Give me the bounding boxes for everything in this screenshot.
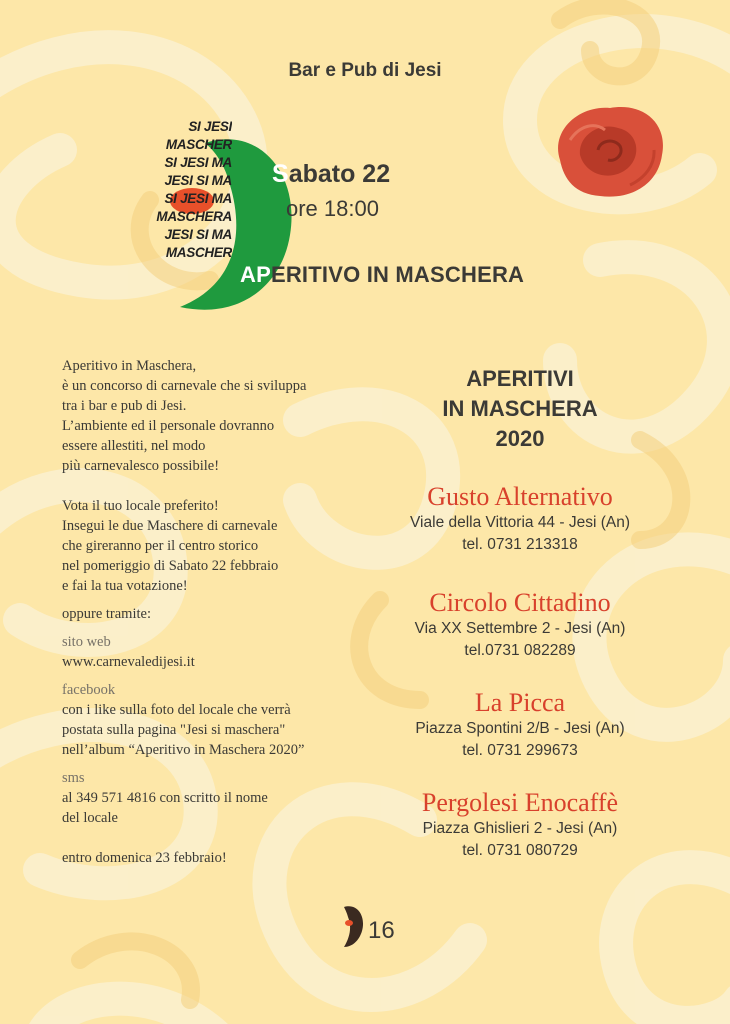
mask-icon bbox=[340, 903, 364, 949]
venue-name: La Picca bbox=[474, 688, 566, 717]
venue-la-picca bbox=[372, 688, 668, 762]
mask-logo-text: SI JESI MASCHER SI JESI MA JESI SI MA SI JESI MA MASCHERA JESI SI MA MASCHER bbox=[156, 119, 232, 260]
venue-gusto-alternativo bbox=[372, 482, 668, 556]
event-time: ore 18:00 bbox=[286, 196, 379, 221]
rose-illustration bbox=[550, 100, 668, 202]
venue-address: Piazza Ghislieri 2 - Jesi (An) bbox=[422, 820, 618, 837]
web-label: sito web bbox=[62, 634, 111, 650]
venue-phone: tel. 0731 080729 bbox=[462, 842, 578, 859]
header-title: Bar e Pub di Jesi bbox=[288, 60, 442, 81]
venue-phone: tel. 0731 299673 bbox=[462, 742, 578, 759]
venue-phone: tel. 0731 213318 bbox=[462, 536, 578, 553]
page-number: 16 bbox=[340, 903, 410, 949]
event-date: Sabato 22 bbox=[272, 160, 391, 188]
venue-circolo-cittadino bbox=[372, 588, 668, 662]
sms-label: sms bbox=[62, 770, 85, 786]
facebook-label: facebook bbox=[62, 682, 116, 698]
venue-address: Via XX Settembre 2 - Jesi (An) bbox=[414, 620, 626, 637]
venue-phone: tel.0731 082289 bbox=[464, 642, 576, 659]
venue-name: Gusto Alternativo bbox=[427, 482, 613, 511]
web-url: www.carnevaledijesi.it bbox=[62, 654, 195, 670]
venue-name: Pergolesi Enocaffè bbox=[421, 788, 619, 817]
venue-name: Circolo Cittadino bbox=[429, 588, 611, 617]
venue-address: Viale della Vittoria 44 - Jesi (An) bbox=[410, 514, 630, 531]
venue-pergolesi-enocaffe bbox=[372, 788, 668, 862]
event-name: APERITIVO IN MASCHERA bbox=[240, 262, 525, 287]
promo-title: APERITIVI IN MASCHERA 2020 bbox=[442, 366, 598, 451]
description-column: Aperitivo in Maschera, è un concorso di carnevale che si sviluppa tra i bar e pub di Jesi. L’ambiente ed il personale dovranno essere allestiti, nel modo più carnevalesco possibile! Vota il tuo locale preferito! Insegui le due Maschere di carnevale che gireranno per il centro storico nel pomeriggio di Sabato 22 febbraio e fai la tua votazione! oppure tramite: sito web www.carnevaledijesi.it facebook con i like sulla foto del locale che verrà postata sulla pagina "Jesi si maschera" nell’album “Aperitivo in Maschera 2020” sms al 349 571 4816 con scritto il nome del locale entro domenica 23 febbraio! bbox=[62, 356, 382, 868]
venue-address: Piazza Spontini 2/B - Jesi (An) bbox=[415, 720, 625, 737]
deadline: entro domenica 23 febbraio! bbox=[62, 850, 227, 866]
vote-heading: Vota il tuo locale preferito! bbox=[62, 498, 219, 514]
